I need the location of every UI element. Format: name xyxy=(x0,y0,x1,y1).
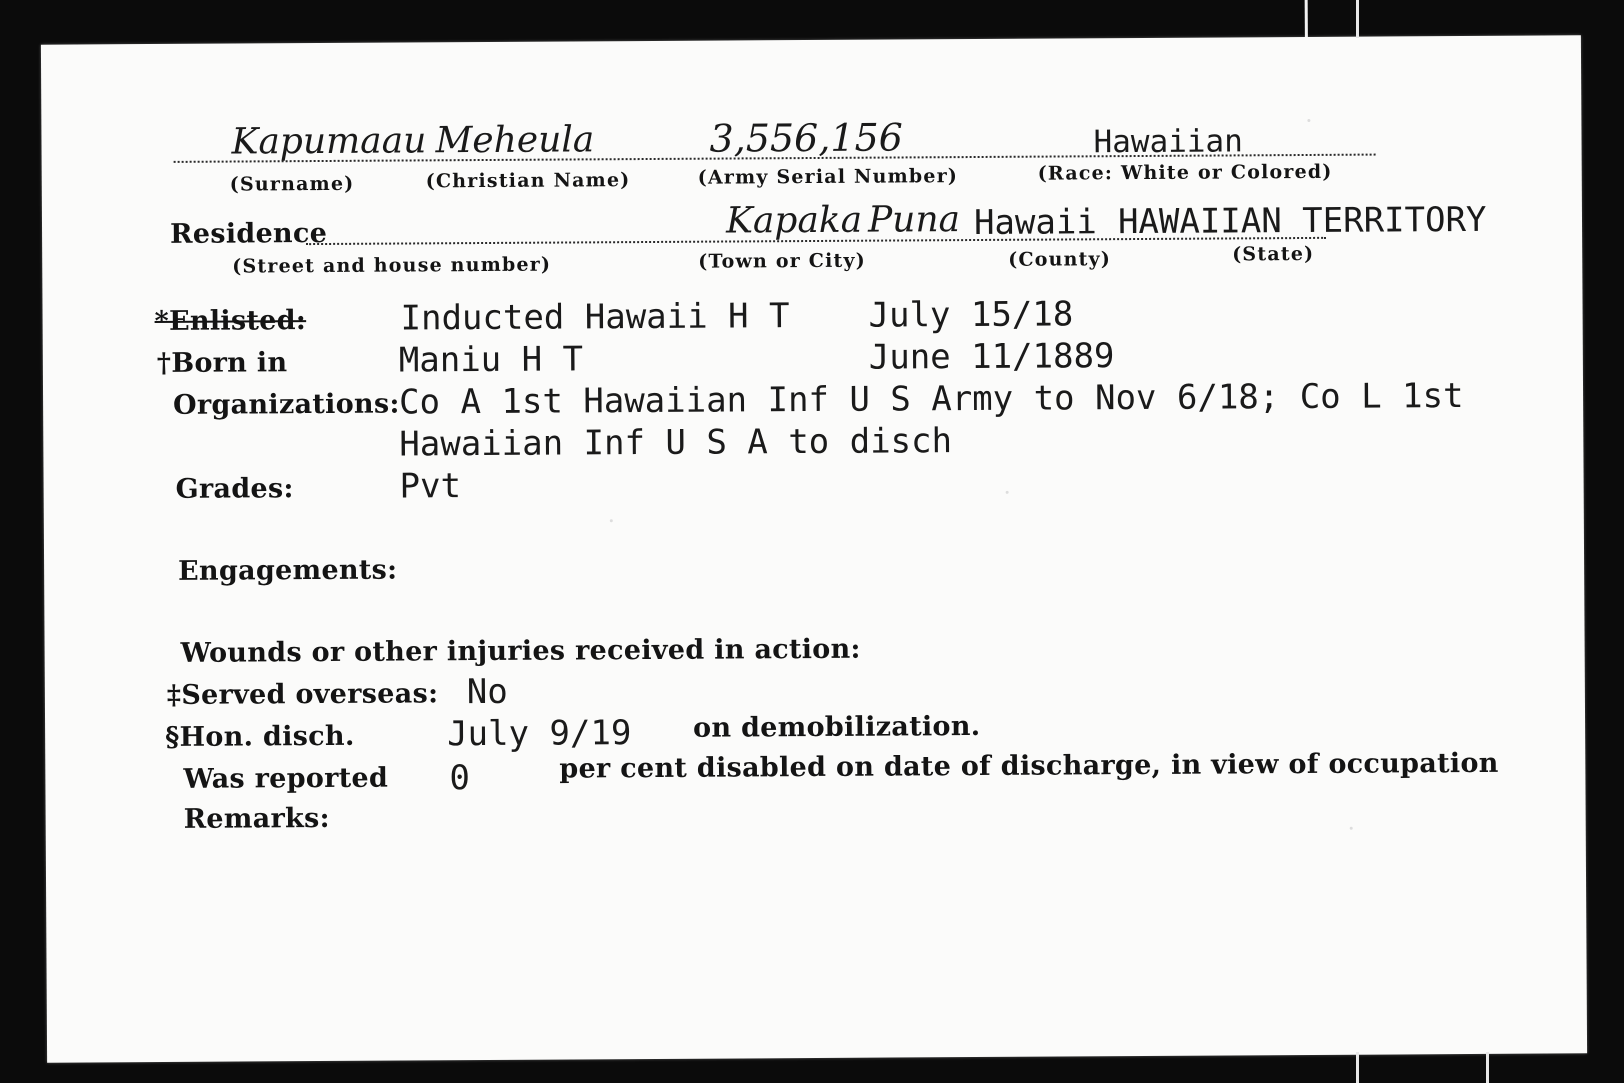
organizations-line-2: Hawaiian Inf U S A to disch xyxy=(399,421,953,465)
served-overseas-label: ‡Served overseas: xyxy=(166,678,439,711)
serial-number-value: 3,556,156 xyxy=(709,115,904,161)
residence-county-value-1: Puna xyxy=(867,199,961,241)
hon-disch-label: §Hon. disch. xyxy=(165,720,355,753)
street-caption: (Street and house number) xyxy=(232,253,552,278)
enlisted-date: July 15/18 xyxy=(868,294,1074,336)
was-reported-value: 0 xyxy=(449,758,470,799)
engagements-label: Engagements: xyxy=(178,554,398,587)
scan-artifact-bottom xyxy=(1356,1052,1359,1083)
scan-artifact-top xyxy=(1356,0,1359,38)
serial-number-caption: (Army Serial Number) xyxy=(697,165,959,189)
grades-value: Pvt xyxy=(399,466,462,507)
scan-speck xyxy=(1307,119,1310,122)
remarks-label: Remarks: xyxy=(183,802,330,835)
was-reported-suffix: per cent disabled on date of discharge, in view of occupation xyxy=(559,747,1499,785)
residence-label: Residence xyxy=(169,217,328,250)
organizations-line-1: Co A 1st Hawaiian Inf U S Army to Nov 6/18; Co L 1st xyxy=(398,376,1464,423)
surname-caption: (Surname) xyxy=(229,172,355,196)
residence-state-value: HAWAIIAN TERRITORY xyxy=(1117,199,1487,243)
wounds-label: Wounds or other injuries received in action: xyxy=(180,633,861,669)
service-record-card xyxy=(41,35,1587,1062)
christian-name-value: Meheula xyxy=(435,119,595,162)
race-value: Hawaiian xyxy=(1093,123,1243,161)
born-value: Maniu H T xyxy=(398,339,584,381)
born-date: June 11/1889 xyxy=(868,336,1115,378)
enlisted-label: *Enlisted: xyxy=(154,305,307,338)
scan-speck xyxy=(1006,491,1009,494)
grades-label: Grades: xyxy=(175,473,294,505)
scan-speck xyxy=(610,519,613,522)
organizations-label: Organizations: xyxy=(173,388,400,421)
served-overseas-value: No xyxy=(466,671,508,713)
hon-disch-suffix: on demobilization. xyxy=(692,710,981,744)
scan-speck xyxy=(1350,827,1353,830)
residence-town-value: Kapaka xyxy=(725,199,863,242)
scan-artifact xyxy=(1305,0,1308,37)
christian-name-caption: (Christian Name) xyxy=(425,169,631,193)
town-caption: (Town or City) xyxy=(698,249,866,273)
scan-artifact-bottom xyxy=(1486,1052,1489,1083)
county-caption: (County) xyxy=(1008,248,1112,271)
residence-county-value-2: Hawaii xyxy=(973,202,1097,244)
race-caption: (Race: White or Colored) xyxy=(1037,160,1333,185)
born-label: †Born in xyxy=(156,347,288,380)
state-caption: (State) xyxy=(1232,242,1315,266)
hon-disch-date: July 9/19 xyxy=(447,713,632,755)
enlisted-value: Inducted Hawaii H T xyxy=(400,296,790,339)
was-reported-label: Was reported xyxy=(183,762,389,795)
surname-value: Kapumaau xyxy=(231,120,427,163)
